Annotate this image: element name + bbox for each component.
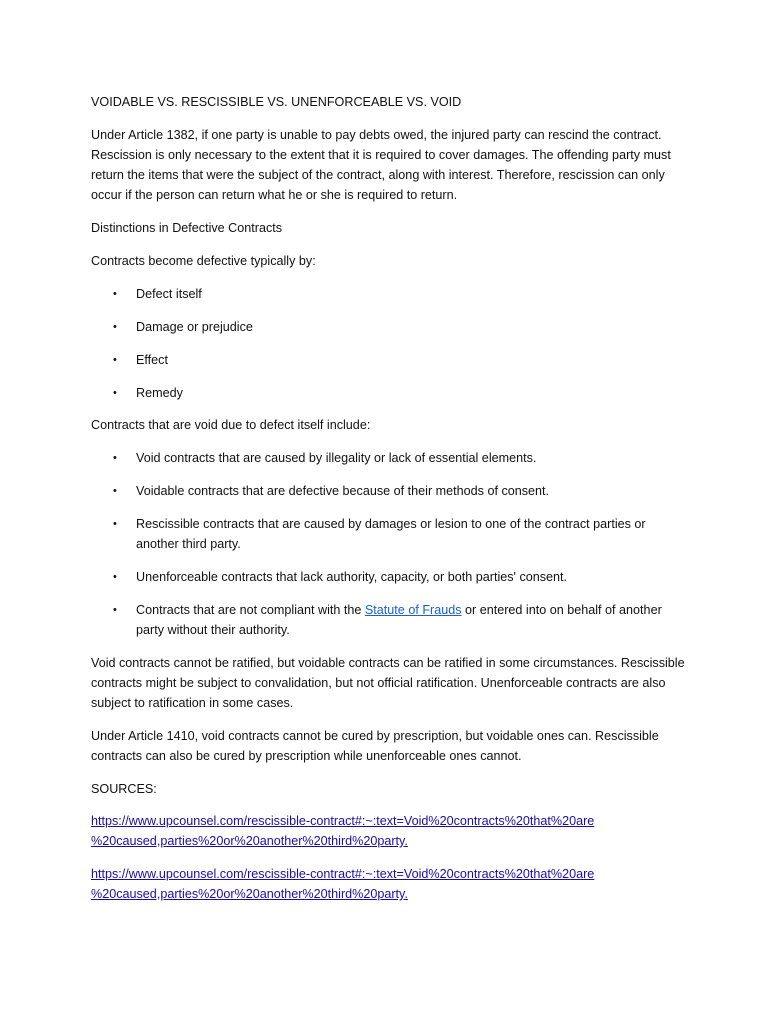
bullet-icon: •: [113, 321, 117, 333]
statute-of-frauds-link[interactable]: Statute of Frauds: [364, 603, 462, 617]
paragraph-article-1382: Under Article 1382, if one party is unable to pay debts owed, the injured party can rescind the contract. Rescission is only necessary to the extent that it is required to cover damages. The offending party must return the items that were the subject of the contract, along with interest. Therefore, rescission can only occur if the person can return what he or she is required to return.: [91, 128, 671, 202]
sources-label: SOURCES:: [91, 782, 157, 796]
list-item: Rescissible contracts that are caused by damages or lesion to one of the contract parties or another third party.: [136, 517, 646, 551]
bullet-icon: •: [113, 354, 117, 366]
paragraph-ratification: Void contracts cannot be ratified, but voidable contracts can be ratified in some circumstances. Rescissible contracts might be subject to convalidation, but not official ratification. Unenforceable contracts are also subject to ratification in some cases.: [91, 656, 685, 710]
source-link-line2: %20caused,parties%20or%20another%20third%20party.: [91, 834, 408, 848]
list-item-text-before: Contracts that are not compliant with the: [136, 603, 365, 617]
document-heading: VOIDABLE VS. RESCISSIBLE VS. UNENFORCEABLE VS. VOID: [91, 95, 462, 109]
list-item: Defect itself: [136, 287, 202, 301]
bullet-icon: •: [113, 485, 117, 497]
list-item: Remedy: [136, 386, 183, 400]
bullet-icon: •: [113, 288, 117, 300]
bullet-icon: •: [113, 387, 117, 399]
list-item: Effect: [136, 353, 168, 367]
list-item-text-after: or entered into on behalf of another party without their authority.: [136, 603, 662, 637]
paragraph-article-1410: Under Article 1410, void contracts cannot be cured by prescription, but voidable ones can. Rescissible contracts can also be cured by prescription while unenforceable ones cannot.: [91, 729, 659, 763]
intro-defective-by: Contracts become defective typically by:: [91, 254, 316, 268]
list-item: Unenforceable contracts that lack authority, capacity, or both parties' consent.: [136, 570, 568, 584]
list-item: Voidable contracts that are defective because of their methods of consent.: [136, 484, 550, 498]
bullet-icon: •: [113, 452, 117, 464]
intro-void-defect: Contracts that are void due to defect itself include:: [91, 418, 371, 432]
source-link[interactable]: [91, 864, 594, 904]
list-item: Damage or prejudice: [136, 320, 253, 334]
list-item-statute: [136, 600, 676, 640]
list-item: Void contracts that are caused by illegality or lack of essential elements.: [136, 451, 537, 465]
source-link-line2: %20caused,parties%20or%20another%20third%20party.: [91, 887, 408, 901]
subheading-distinctions: Distinctions in Defective Contracts: [91, 221, 283, 235]
bullet-icon: •: [113, 518, 117, 530]
bullet-icon: •: [113, 604, 117, 616]
source-link-line1: https://www.upcounsel.com/rescissible-contract#:~:text=Void%20contracts%20that%20are: [91, 867, 595, 881]
source-link-line1: https://www.upcounsel.com/rescissible-contract#:~:text=Void%20contracts%20that%20are: [91, 814, 595, 828]
bullet-icon: •: [113, 571, 117, 583]
source-link[interactable]: [91, 811, 594, 851]
